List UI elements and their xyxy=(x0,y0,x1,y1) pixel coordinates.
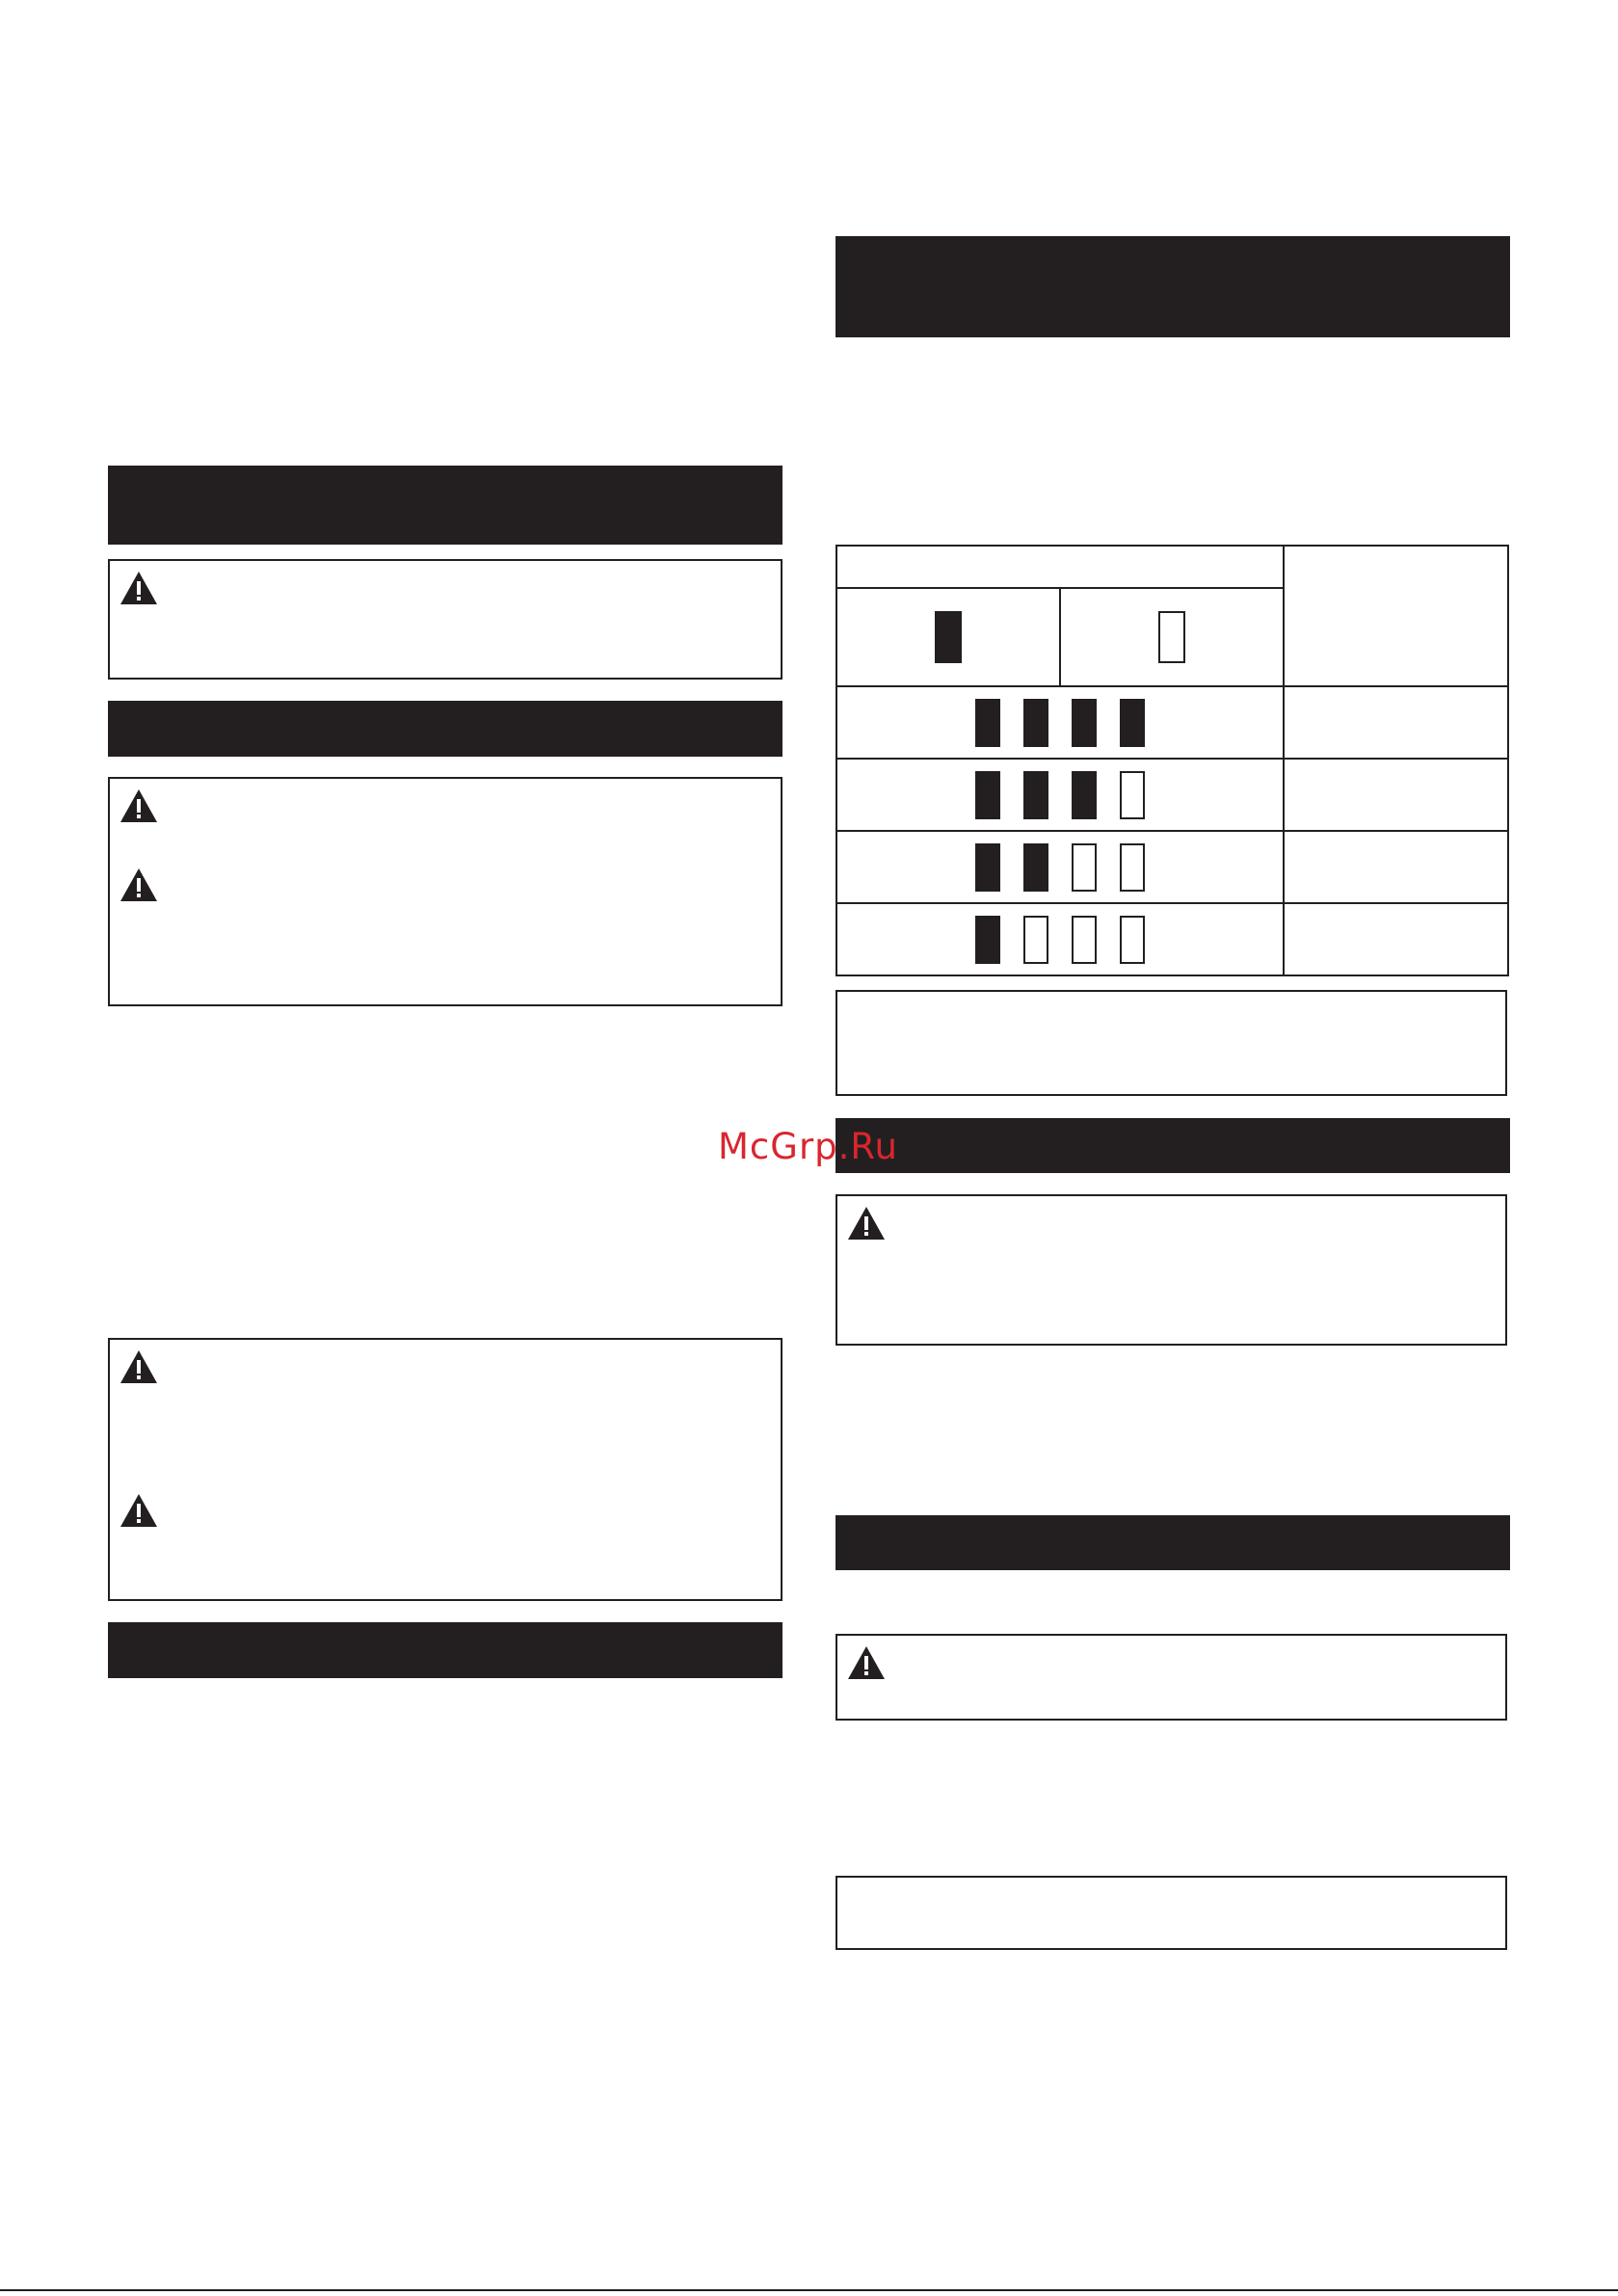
capacity-cell xyxy=(1284,831,1508,903)
unlit-segment-icon xyxy=(1158,611,1185,663)
footer-rule xyxy=(0,2289,1618,2291)
lit-segment-icon xyxy=(1023,699,1048,747)
caution-triangle-icon xyxy=(847,1206,886,1241)
lit-segment-icon xyxy=(1023,771,1048,819)
lit-segment-icon xyxy=(975,771,1000,819)
caution-box-right-2 xyxy=(836,1634,1507,1721)
lit-segment-icon xyxy=(975,916,1000,964)
caution-triangle-icon xyxy=(119,868,158,902)
indicator-row xyxy=(836,831,1284,903)
lit-segment-icon xyxy=(975,699,1000,747)
unlit-segment-icon xyxy=(1072,843,1097,892)
remaining-capacity-header-cell xyxy=(1284,546,1508,686)
lit-segment-icon xyxy=(1120,699,1145,747)
lit-segment-icon xyxy=(935,611,962,663)
caution-triangle-icon xyxy=(119,1349,158,1384)
capacity-cell xyxy=(1284,903,1508,975)
legend-header-cell xyxy=(836,546,1284,588)
caution-box-left-2 xyxy=(108,777,782,1006)
indicator-row xyxy=(836,903,1284,975)
section-bar-right-1 xyxy=(836,236,1510,337)
legend-lighted-cell xyxy=(836,588,1060,686)
note-box-right-2 xyxy=(836,1876,1507,1950)
caution-triangle-icon xyxy=(119,571,158,605)
battery-level-table xyxy=(836,545,1509,976)
lit-segment-icon xyxy=(1072,699,1097,747)
lit-segment-icon xyxy=(1023,843,1048,892)
caution-triangle-icon xyxy=(119,788,158,823)
section-bar-left-1 xyxy=(108,466,782,545)
lit-segment-icon xyxy=(1072,771,1097,819)
caution-triangle-icon xyxy=(119,1493,158,1528)
unlit-segment-icon xyxy=(1072,916,1097,964)
unlit-segment-icon xyxy=(1120,916,1145,964)
caution-box-left-3 xyxy=(108,1338,782,1601)
indicator-row xyxy=(836,686,1284,759)
section-bar-right-2 xyxy=(836,1118,1510,1173)
unlit-segment-icon xyxy=(1120,771,1145,819)
section-bar-left-2 xyxy=(108,701,782,757)
lit-segment-icon xyxy=(975,843,1000,892)
caution-box-right-1 xyxy=(836,1194,1507,1346)
unlit-segment-icon xyxy=(1120,843,1145,892)
caution-triangle-icon xyxy=(847,1645,886,1680)
indicator-row xyxy=(836,759,1284,831)
caution-box-left-1 xyxy=(108,559,782,680)
legend-off-cell xyxy=(1060,588,1284,686)
section-bar-left-3 xyxy=(108,1622,782,1678)
capacity-cell xyxy=(1284,686,1508,759)
watermark-text: McGrp.Ru xyxy=(718,1126,898,1167)
unlit-segment-icon xyxy=(1023,916,1048,964)
note-box-right-1 xyxy=(836,990,1507,1096)
capacity-cell xyxy=(1284,759,1508,831)
section-bar-right-3 xyxy=(836,1515,1510,1570)
